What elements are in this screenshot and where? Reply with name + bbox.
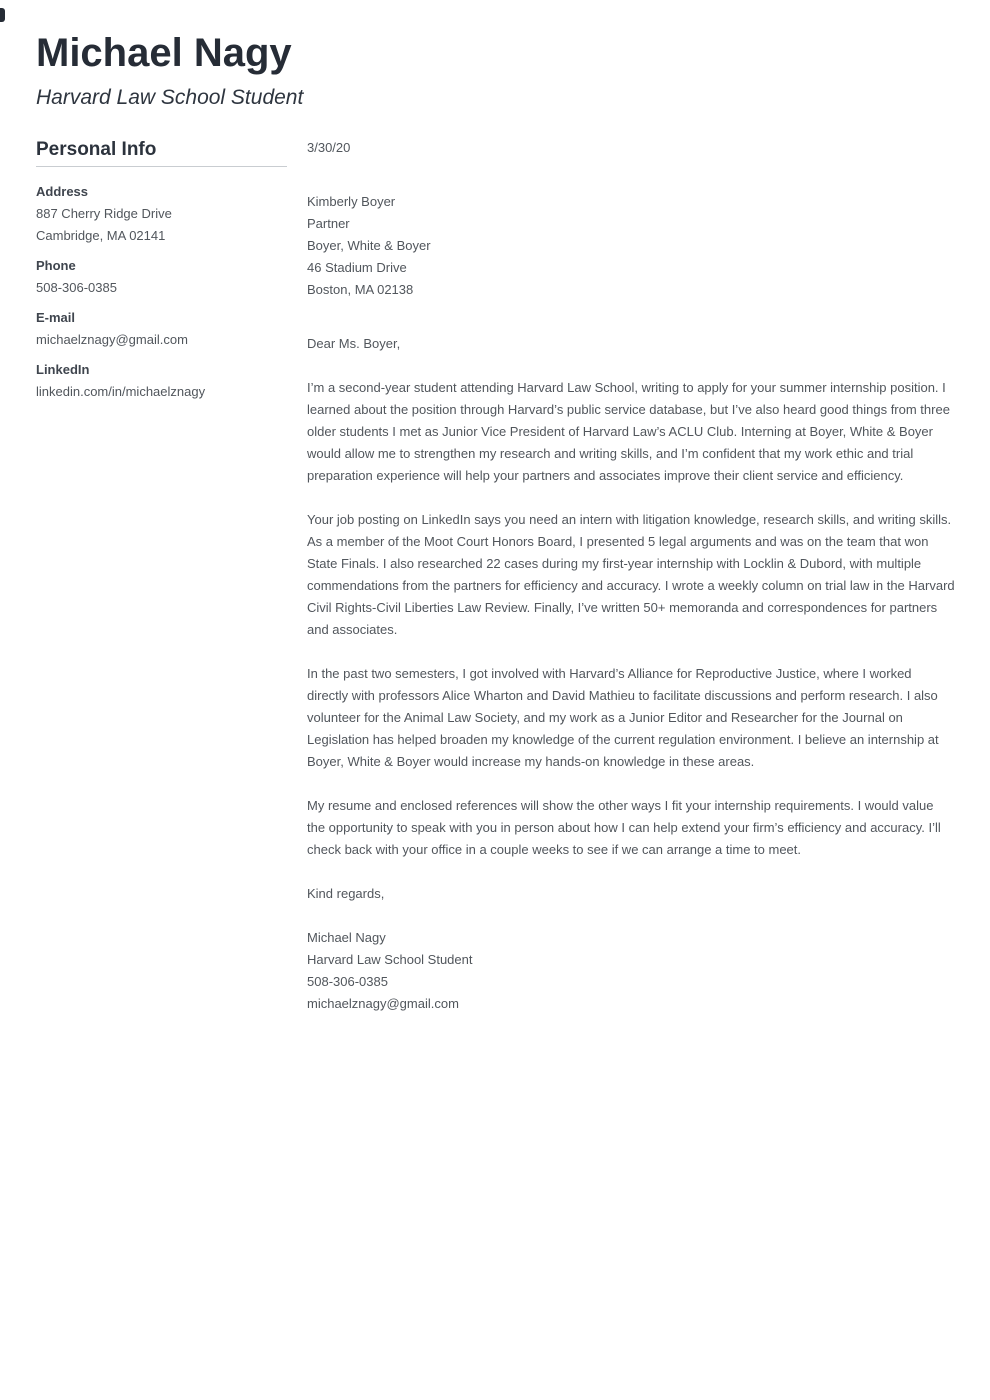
field-label: LinkedIn bbox=[36, 362, 90, 377]
signature-name: Michael Nagy bbox=[307, 930, 386, 945]
letter-body bbox=[307, 137, 955, 1015]
field-label: E-mail bbox=[36, 310, 76, 325]
recipient-city: Boston, MA 02138 bbox=[307, 282, 414, 297]
recipient-name: Kimberly Boyer bbox=[307, 194, 396, 209]
body-paragraph: My resume and enclosed references will show the other ways I fit your internship requirements. I would value the opportunity to speak with you in person about how I can help extend your firm’s efficiency and accuracy. I’ll check back with your office in a couple weeks to see if we can arrange a time to meet. bbox=[307, 798, 941, 857]
page-corner-accent bbox=[0, 8, 5, 22]
closing: Kind regards, bbox=[307, 886, 385, 901]
sidebar-divider bbox=[36, 166, 287, 167]
field-value: 508-306-0385 bbox=[36, 280, 117, 295]
field-value: Cambridge, MA 02141 bbox=[36, 228, 166, 243]
field-label: Address bbox=[36, 184, 89, 199]
sidebar-field-phone bbox=[36, 255, 287, 299]
signature-phone: 508-306-0385 bbox=[307, 974, 388, 989]
signature-title: Harvard Law School Student bbox=[307, 952, 473, 967]
body-paragraph: I’m a second-year student attending Harvard Law School, writing to apply for your summer internship position. I learned about the position through Harvard’s public service database, but I’ve also heard good things from three older students I met as Junior Vice President of Harvard Law’s ACLU Club. Interning at Boyer, White & Boyer would allow me to strengthen my research and writing skills, and I’m confident that my work ethic and trial preparation experience will help your partners and associates improve their client service and efficiency. bbox=[307, 380, 950, 483]
content-columns bbox=[0, 137, 990, 1015]
document-header bbox=[0, 0, 990, 110]
candidate-name: Michael Nagy bbox=[36, 31, 292, 75]
field-value: michaelznagy@gmail.com bbox=[36, 332, 188, 347]
recipient-title: Partner bbox=[307, 216, 350, 231]
letter-date: 3/30/20 bbox=[307, 140, 351, 155]
sidebar-heading: Personal Info bbox=[36, 139, 157, 160]
sidebar-field-email bbox=[36, 307, 287, 351]
recipient-block bbox=[307, 191, 955, 301]
candidate-subtitle: Harvard Law School Student bbox=[36, 86, 304, 109]
sidebar-field-address bbox=[36, 181, 287, 247]
personal-info-sidebar bbox=[36, 137, 287, 411]
signature-email: michaelznagy@gmail.com bbox=[307, 996, 459, 1011]
field-label: Phone bbox=[36, 258, 76, 273]
field-value: linkedin.com/in/michaelznagy bbox=[36, 384, 206, 399]
recipient-company: Boyer, White & Boyer bbox=[307, 238, 431, 253]
sidebar-field-linkedin bbox=[36, 359, 287, 403]
body-paragraph: Your job posting on LinkedIn says you need an intern with litigation knowledge, research skills, and writing skills. As a member of the Moot Court Honors Board, I presented 5 legal arguments and was on the team that won State Finals. I also researched 22 cases during my first-year internship with Locklin & Dubord, with multiple commendations from the partners for efficiency and accuracy. I wrote a weekly column on trial law in the Harvard Civil Rights-Civil Liberties Law Review. Finally, I’ve written 50+ memoranda and correspondences for partners and associates. bbox=[307, 512, 955, 637]
signature-block bbox=[307, 927, 955, 1015]
salutation: Dear Ms. Boyer, bbox=[307, 336, 401, 351]
body-paragraph: In the past two semesters, I got involved with Harvard’s Alliance for Reproductive Justice, where I worked directly with professors Alice Wharton and David Mathieu to facilitate discussions and perform research. I also volunteer for the Animal Law Society, and my work as a Junior Editor and Researcher for the Journal on Legislation has helped broaden my knowledge of the current regulation environment. I believe an internship at Boyer, White & Boyer would increase my hands-on knowledge in these areas. bbox=[307, 666, 939, 769]
recipient-street: 46 Stadium Drive bbox=[307, 260, 407, 275]
field-value: 887 Cherry Ridge Drive bbox=[36, 206, 172, 221]
